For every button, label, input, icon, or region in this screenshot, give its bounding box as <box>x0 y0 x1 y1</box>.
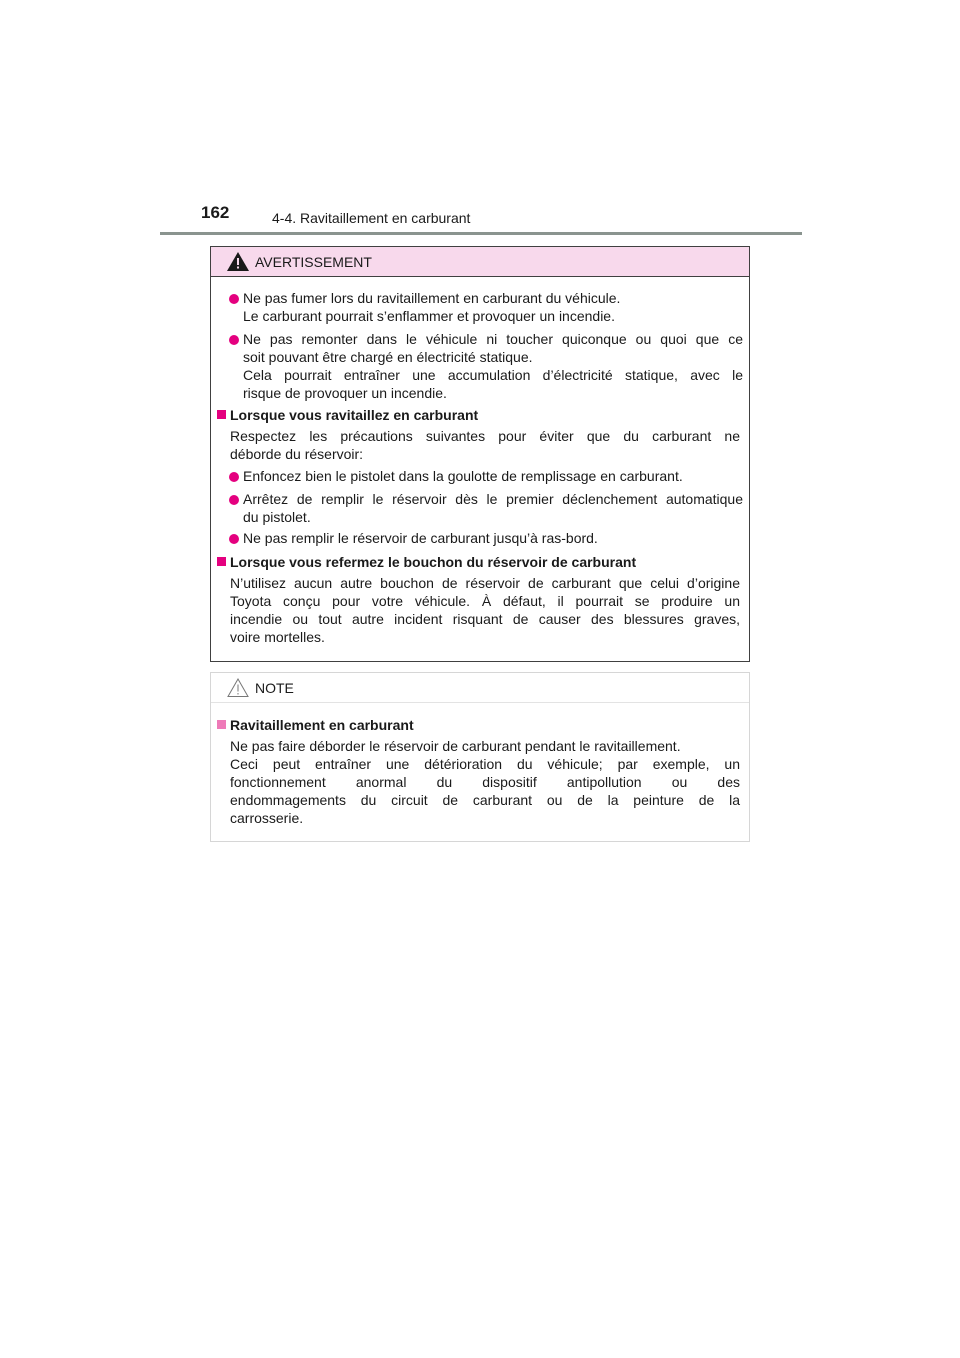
page-header <box>201 203 801 231</box>
text-line: Cela pourrait entraîner une accumulation d’électricité statique, avec le <box>243 367 743 383</box>
text-line: Ne pas remonter dans le véhicule ni toucher quiconque ou quoi que ce <box>243 331 743 347</box>
section-title: 4-4. Ravitaillement en carburant <box>272 210 471 226</box>
refuel-item-nozzle <box>243 467 743 485</box>
warning-triangle-icon <box>227 252 249 271</box>
bullet-dot-icon <box>229 335 239 345</box>
text-line: Ne pas faire déborder le réservoir de carburant pendant le ravitaillement. <box>230 738 681 754</box>
section-square-icon <box>217 557 226 566</box>
text-line: Toyota conçu pour votre véhicule. À défaut, il pourrait se produire un <box>230 593 740 609</box>
text-line: Respectez les précautions suivantes pour éviter que du carburant ne <box>230 428 740 444</box>
text-line: Le carburant pourrait s’enflammer et provoquer un incendie. <box>243 308 615 324</box>
section-square-icon <box>217 410 226 419</box>
cap-title: Lorsque vous refermez le bouchon du réservoir de carburant <box>230 554 637 570</box>
text-line: Ne pas fumer lors du ravitaillement en carburant du véhicule. <box>243 290 621 306</box>
text-line: incendie ou tout autre incident risquant de causer des blessures graves, <box>230 611 740 627</box>
cap-text <box>230 574 740 646</box>
note-heading: NOTE <box>255 680 294 696</box>
bullet-dot-icon <box>229 472 239 482</box>
text-line: endommagements du circuit de carburant ou de la peinture de la <box>230 792 740 808</box>
refuel-item-brim <box>243 529 743 547</box>
text-line: Enfoncez bien le pistolet dans la goulotte de remplissage en carburant. <box>243 468 683 484</box>
note-title: Ravitaillement en carburant <box>230 717 414 733</box>
note-text <box>230 737 740 827</box>
refuel-intro <box>230 427 740 463</box>
bullet-dot-icon <box>229 534 239 544</box>
bullet-dot-icon <box>229 495 239 505</box>
text-line: du pistolet. <box>243 509 311 525</box>
note-box <box>210 672 750 842</box>
text-line: Ne pas remplir le réservoir de carburant jusqu’à ras-bord. <box>243 530 598 546</box>
warning-item-static <box>243 330 743 402</box>
text-line: carrosserie. <box>230 810 304 826</box>
text-line: voire mortelles. <box>230 629 325 645</box>
warning-header <box>211 247 749 277</box>
text-line: déborde du réservoir: <box>230 446 364 462</box>
note-header <box>211 673 749 703</box>
warning-box <box>210 246 750 662</box>
page-number: 162 <box>201 203 230 222</box>
header-rule <box>160 232 802 235</box>
section-square-icon <box>217 720 226 729</box>
caution-triangle-outline-icon <box>227 678 249 697</box>
text-line: N’utilisez aucun autre bouchon de réservoir de carburant que celui d’origine <box>230 575 740 591</box>
refuel-item-stop <box>243 490 743 526</box>
text-line: fonctionnement anormal du dispositif antipollution ou des <box>230 774 740 790</box>
warning-item-smoking <box>243 289 743 325</box>
bullet-dot-icon <box>229 294 239 304</box>
warning-heading: AVERTISSEMENT <box>255 254 372 270</box>
text-line: Ceci peut entraîner une détérioration du véhicule; par exemple, un <box>230 756 740 772</box>
text-line: risque de provoquer un incendie. <box>243 385 447 401</box>
refuel-title: Lorsque vous ravitaillez en carburant <box>230 407 479 423</box>
text-line: Arrêtez de remplir le réservoir dès le premier déclenchement automatique <box>243 491 743 507</box>
text-line: soit pouvant être chargé en électricité statique. <box>243 349 533 365</box>
